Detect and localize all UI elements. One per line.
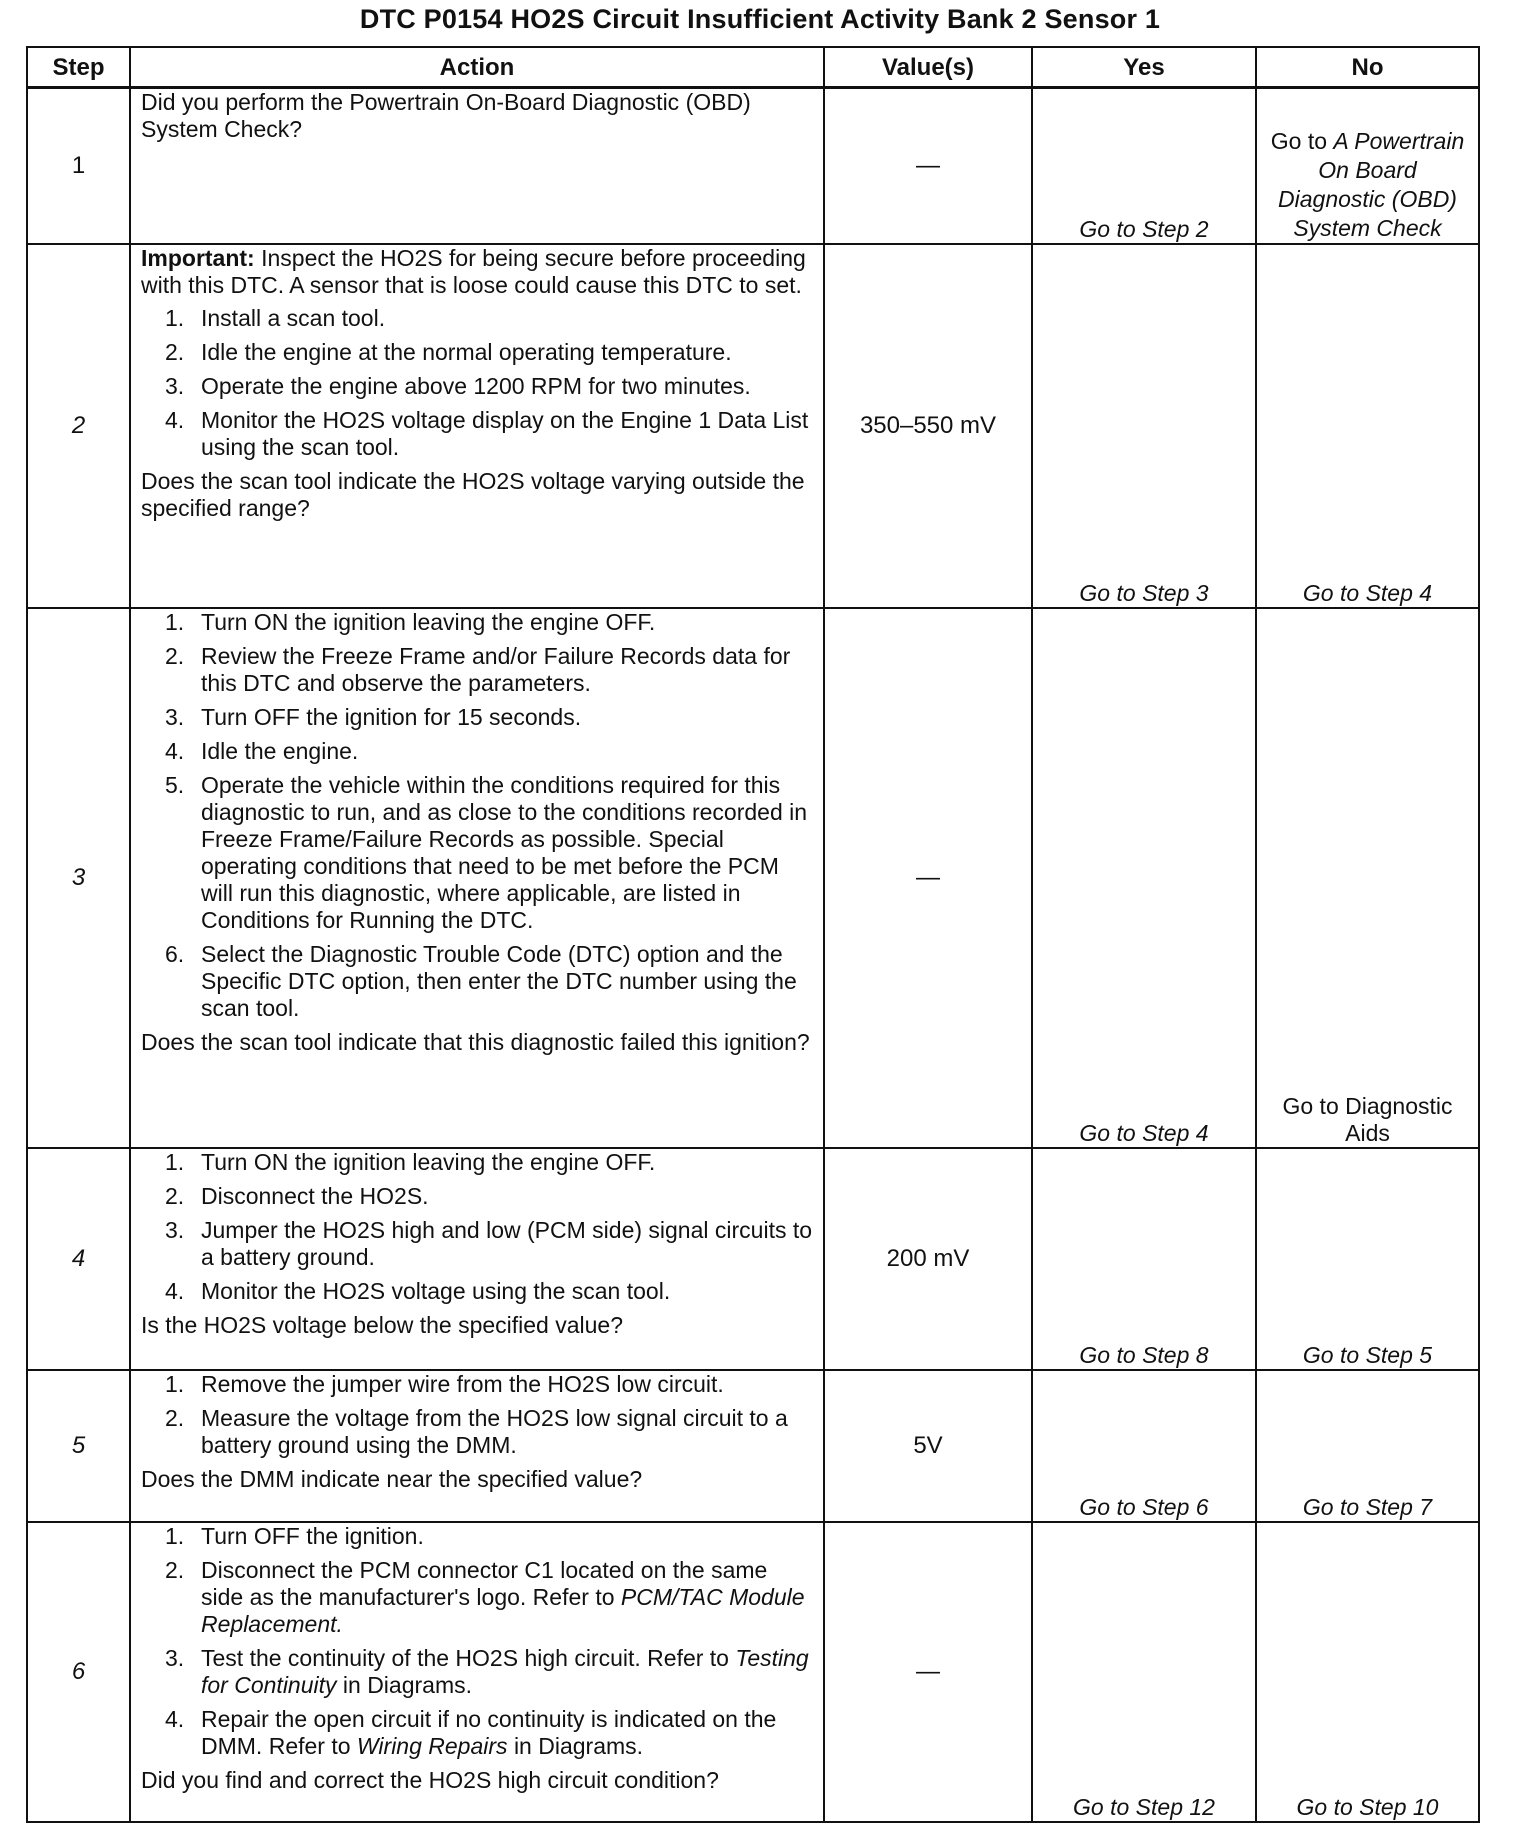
substep-text: Turn ON the ignition leaving the engine OFF.	[201, 608, 656, 635]
action-question: Did you find and correct the HO2S high circuit condition?	[141, 1766, 719, 1793]
substep: 3. Test the continuity of the HO2S high circuit. Refer to Testing for Continuity in Diagrams.	[165, 1645, 813, 1699]
important-note	[141, 245, 813, 299]
substep-text: Operate the vehicle within the conditions required for this diagnostic to run, and as close to the conditions recorded in Freeze Frame/Failure Records as possible. Special operating conditions that need to be met before the PCM will run this diagnostic, where applicable, are listed in Conditions for Running the DTC.	[201, 771, 808, 933]
value-cell: —	[824, 88, 1032, 244]
substep-text: Turn OFF the ignition for 15 seconds.	[201, 703, 582, 730]
substep: 3. Turn OFF the ignition for 15 seconds.	[165, 704, 813, 731]
action-cell	[130, 1148, 824, 1370]
no-prefix: Go to	[1270, 127, 1328, 154]
substep-text	[201, 1557, 813, 1638]
substep: 1. Turn ON the ignition leaving the engine OFF.	[165, 609, 813, 636]
substep-text: Select the Diagnostic Trouble Code (DTC) option and the Specific DTC option, then enter the DTC number using the scan tool.	[201, 940, 797, 1021]
substep: 4. Idle the engine.	[165, 738, 813, 765]
action-question: Does the scan tool indicate the HO2S voltage varying outside the specified range?	[141, 467, 805, 521]
step-number: 3	[27, 608, 130, 1148]
step-number: 6	[27, 1522, 130, 1822]
no-cell	[1256, 88, 1479, 244]
substep-text: Idle the engine at the normal operating temperature.	[201, 338, 732, 365]
no-cell: Go to Diagnostic Aids	[1256, 608, 1479, 1148]
substep: 6. Select the Diagnostic Trouble Code (DTC) option and the Specific DTC option, then enter the DTC number using the scan tool.	[165, 941, 813, 1022]
substep: 3. Operate the engine above 1200 RPM for two minutes.	[165, 373, 813, 400]
reference-link: Testing for Continuity	[201, 1644, 809, 1698]
substep-text: Review the Freeze Frame and/or Failure Records data for this DTC and observe the parameters.	[201, 642, 791, 696]
step-number: 1	[27, 88, 130, 244]
action-cell	[130, 88, 824, 244]
action-cell	[130, 1522, 824, 1822]
substep-text: Turn ON the ignition leaving the engine OFF.	[201, 1148, 656, 1175]
substep-text: Remove the jumper wire from the HO2S low circuit.	[201, 1370, 724, 1397]
substep-text: Operate the engine above 1200 RPM for two minutes.	[201, 372, 751, 399]
substep: 2. Idle the engine at the normal operating temperature.	[165, 339, 813, 366]
substep-text: Disconnect the HO2S.	[201, 1182, 429, 1209]
substep-suffix: in Diagrams.	[513, 1732, 644, 1759]
header-step: Step	[27, 47, 130, 88]
reference-link: PCM/TAC Module Replacement.	[201, 1583, 805, 1637]
important-label: Important:	[141, 244, 255, 271]
step-number: 2	[27, 244, 130, 608]
yes-cell: Go to Step 12	[1032, 1522, 1256, 1822]
value-cell: —	[824, 608, 1032, 1148]
yes-cell: Go to Step 2	[1032, 88, 1256, 244]
header-action: Action	[130, 47, 824, 88]
substep: 1. Turn OFF the ignition.	[165, 1523, 813, 1550]
no-cell: Go to Step 4	[1256, 244, 1479, 608]
no-cell: Go to Step 10	[1256, 1522, 1479, 1822]
table-row	[27, 1522, 1479, 1822]
substep-text-body: Repair the open circuit if no continuity is indicated on the DMM. Refer to	[201, 1705, 777, 1759]
action-cell	[130, 1370, 824, 1522]
substep-list	[141, 305, 813, 461]
substep: 4. Monitor the HO2S voltage display on the Engine 1 Data List using the scan tool.	[165, 407, 813, 461]
table-row	[27, 608, 1479, 1148]
substep: 1. Turn ON the ignition leaving the engine OFF.	[165, 1149, 813, 1176]
yes-cell: Go to Step 4	[1032, 608, 1256, 1148]
substep-list	[141, 609, 813, 1022]
substep: 1. Install a scan tool.	[165, 305, 813, 332]
value-cell: —	[824, 1522, 1032, 1822]
substep-suffix: in Diagrams.	[342, 1671, 473, 1698]
substep-text: Monitor the HO2S voltage using the scan tool.	[201, 1277, 671, 1304]
table-row	[27, 1370, 1479, 1522]
substep-text	[201, 1706, 813, 1760]
substep: 4. Monitor the HO2S voltage using the scan tool.	[165, 1278, 813, 1305]
value-cell: 200 mV	[824, 1148, 1032, 1370]
step-number: 4	[27, 1148, 130, 1370]
substep-text: Measure the voltage from the HO2S low signal circuit to a battery ground using the DMM.	[201, 1404, 788, 1458]
diagnostic-table	[26, 46, 1480, 1823]
substep-text: Turn OFF the ignition.	[201, 1522, 424, 1549]
action-question: Is the HO2S voltage below the specified value?	[141, 1311, 624, 1338]
no-reference: A Powertrain On Board Diagnostic (OBD) System Check	[1278, 127, 1465, 241]
yes-cell: Go to Step 8	[1032, 1148, 1256, 1370]
substep-text: Monitor the HO2S voltage display on the Engine 1 Data List using the scan tool.	[201, 406, 809, 460]
page-title: DTC P0154 HO2S Circuit Insufficient Activity Bank 2 Sensor 1	[359, 4, 1161, 34]
important-text: Inspect the HO2S for being secure before proceeding with this DTC. A sensor that is loose could cause this DTC to set.	[141, 244, 806, 298]
table-row	[27, 1148, 1479, 1370]
header-no: No	[1256, 47, 1479, 88]
substep-text: Idle the engine.	[201, 737, 359, 764]
action-question: Does the DMM indicate near the specified value?	[141, 1465, 643, 1492]
yes-cell: Go to Step 6	[1032, 1370, 1256, 1522]
substep-text: Install a scan tool.	[201, 304, 386, 331]
table-row	[27, 244, 1479, 608]
substep: 2. Disconnect the HO2S.	[165, 1183, 813, 1210]
substep: 1. Remove the jumper wire from the HO2S low circuit.	[165, 1371, 813, 1398]
action-cell	[130, 608, 824, 1148]
substep-text-body: Disconnect the PCM connector C1 located on the same side as the manufacturer's logo. Refer to	[201, 1556, 768, 1610]
action-question: Does the scan tool indicate that this diagnostic failed this ignition?	[141, 1028, 810, 1055]
header-values: Value(s)	[824, 47, 1032, 88]
substep: 2. Measure the voltage from the HO2S low signal circuit to a battery ground using the DMM.	[165, 1405, 813, 1459]
action-question: Did you perform the Powertrain On-Board Diagnostic (OBD) System Check?	[141, 89, 751, 142]
table-row	[27, 88, 1479, 244]
substep: 2. Review the Freeze Frame and/or Failure Records data for this DTC and observe the parameters.	[165, 643, 813, 697]
substep-list	[141, 1523, 813, 1760]
step-number: 5	[27, 1370, 130, 1522]
reference-link: Wiring Repairs	[356, 1732, 508, 1759]
value-cell: 350–550 mV	[824, 244, 1032, 608]
value-cell: 5V	[824, 1370, 1032, 1522]
substep-list	[141, 1371, 813, 1459]
substep-text	[201, 1645, 813, 1699]
yes-cell: Go to Step 3	[1032, 244, 1256, 608]
no-cell: Go to Step 7	[1256, 1370, 1479, 1522]
table-header-row	[27, 47, 1479, 88]
substep: 2. Disconnect the PCM connector C1 located on the same side as the manufacturer's logo. Refer to PCM/TAC Module Replacement.	[165, 1557, 813, 1638]
substep: 5. Operate the vehicle within the conditions required for this diagnostic to run, and as close to the conditions recorded in Freeze Frame/Failure Records as possible. Special operating conditions that need to be met before the PCM will run this diagnostic, where applicable, are listed in Conditions for Running the DTC.	[165, 772, 813, 934]
substep: 3. Jumper the HO2S high and low (PCM side) signal circuits to a battery ground.	[165, 1216, 813, 1270]
substep-list	[141, 1149, 813, 1305]
no-cell: Go to Step 5	[1256, 1148, 1479, 1370]
substep-text-body: Test the continuity of the HO2S high circuit. Refer to	[201, 1644, 729, 1671]
header-yes: Yes	[1032, 47, 1256, 88]
substep-text: Jumper the HO2S high and low (PCM side) signal circuits to a battery ground.	[201, 1216, 813, 1270]
action-cell	[130, 244, 824, 608]
substep: 4. Repair the open circuit if no continuity is indicated on the DMM. Refer to Wiring Repairs in Diagrams.	[165, 1706, 813, 1760]
